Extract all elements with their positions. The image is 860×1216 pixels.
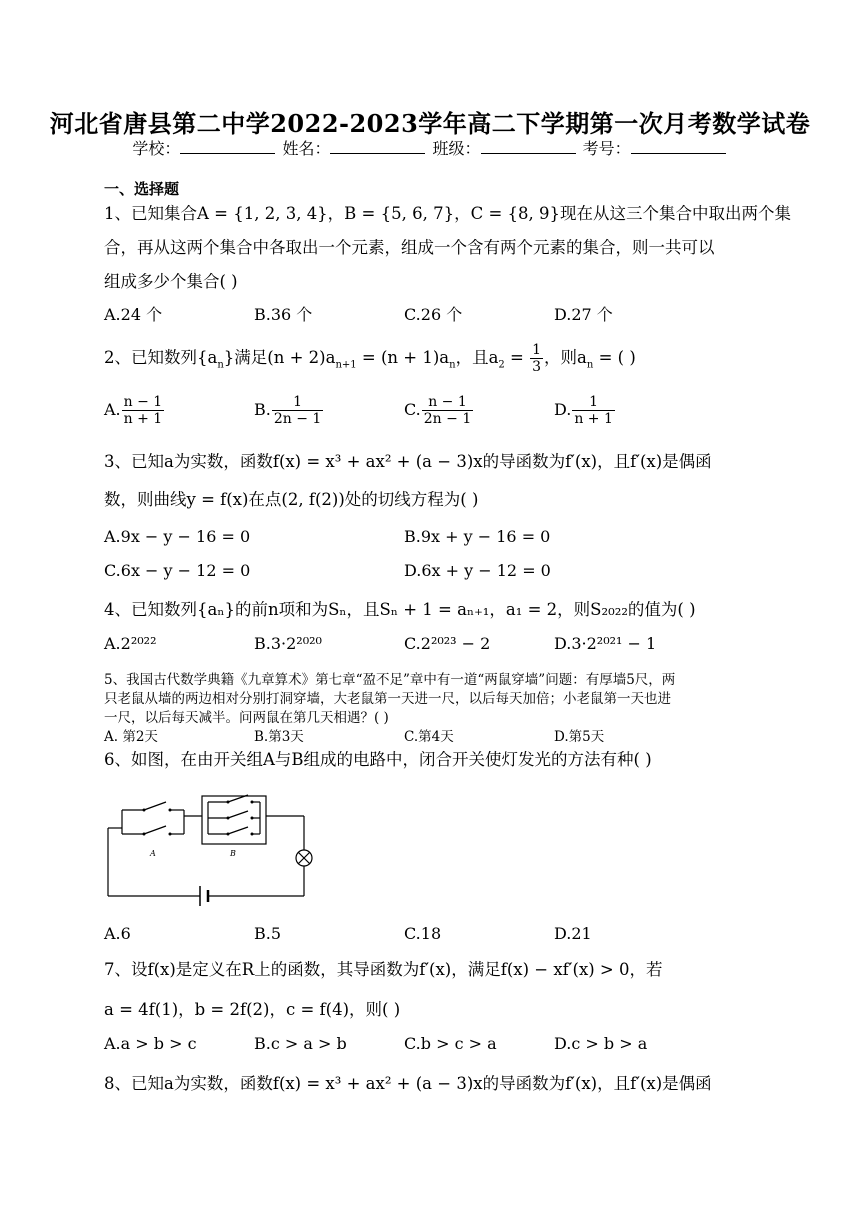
q7-option-a[interactable]: A.a > b > c [104, 1034, 197, 1053]
q1-option-d[interactable]: D.27 个 [554, 305, 613, 324]
q3-line-2: 数，则曲线y = f(x)在点(2, f(2))处的切线方程为( ) [104, 490, 479, 509]
circuit-label-a: A [150, 849, 156, 858]
q4-option-a[interactable]: A.2²⁰²² [104, 634, 157, 653]
q6-line-1: 6、如图，在由开关组A与B组成的电路中，闭合开关使灯发光的方法有种( ) [104, 750, 652, 769]
q5-line-2: 只老鼠从墙的两边相对分别打洞穿墙，大老鼠第一天进一尺，以后每天加倍；小老鼠第一天也进 [104, 691, 671, 707]
circuit-label-b: B [230, 849, 236, 858]
q6-option-d[interactable]: D.21 [554, 924, 592, 943]
circuit-diagram [104, 794, 314, 914]
exam-no-label: 考号： [582, 139, 631, 158]
q5-option-d[interactable]: D.第5天 [554, 729, 605, 745]
q3-option-d[interactable]: D.6x + y − 12 = 0 [404, 561, 551, 580]
q4-option-c[interactable]: C.2²⁰²³ − 2 [404, 634, 491, 653]
q4-option-b[interactable]: B.3·2²⁰²⁰ [254, 634, 322, 653]
q1-line-2: 合，再从这两个集合中各取出一个元素，组成一个含有两个元素的集合，则一共可以 [104, 238, 715, 257]
school-blank[interactable] [180, 139, 275, 154]
q5-option-c[interactable]: C.第4天 [404, 729, 454, 745]
q3-option-a[interactable]: A.9x − y − 16 = 0 [104, 527, 251, 546]
q6-option-a[interactable]: A.6 [104, 924, 131, 943]
q7-line-2: a = 4f(1)，b = 2f(2)，c = f(4)，则( ) [104, 1000, 401, 1019]
q2-line-1: 2、已知数列$\{a_n\}$满足$(n + 2)a_{n+1} = (n + 1)a_n$，且$a_2$ = $\frac{1}{3}$ ，则$a_n$ = ( ) [104, 342, 636, 375]
q1-line-1: 1、已知集合A = {1, 2, 3, 4}，B = {5, 6, 7}，C = {8, 9}现在从这三个集合中取出两个集 [104, 204, 792, 223]
q2-option-d[interactable]: D. $\frac{1}{n + 1}$ [554, 394, 613, 427]
q3-option-c[interactable]: C.6x − y − 12 = 0 [104, 561, 251, 580]
q4-option-d[interactable]: D.3·2²⁰²¹ − 1 [554, 634, 657, 653]
q8-line-1: 8、已知a为实数，函数f(x) = x³ + ax² + (a − 3)x的导函数为f′(x)，且f′(x)是偶函 [104, 1074, 712, 1093]
q4-line-1: 4、已知数列{aₙ}的前n项和为Sₙ，且Sₙ + 1 = aₙ₊₁，a₁ = 2，则S₂₀₂₂的值为( ) [104, 600, 696, 619]
q2-option-b[interactable]: B. $\frac{1}{2n - 1}$ [254, 394, 322, 427]
q7-line-1: 7、设f(x)是定义在R上的函数，其导函数为f′(x)，满足f(x) − xf′(x) > 0，若 [104, 960, 663, 979]
q5-option-b[interactable]: B.第3天 [254, 729, 304, 745]
page-title: 河北省唐县第二中学2022-2023学年高二下学期第一次月考数学试卷 [49, 109, 811, 138]
q7-option-d[interactable]: D.c > b > a [554, 1034, 648, 1053]
q7-option-c[interactable]: C.b > c > a [404, 1034, 497, 1053]
q5-line-3: 一尺，以后每天减半。问两鼠在第几天相遇？( ) [104, 710, 389, 726]
class-blank[interactable] [481, 139, 576, 154]
q6-option-c[interactable]: C.18 [404, 924, 442, 943]
q2-option-c[interactable]: C. $\frac{n - 1}{2n - 1}$ [404, 394, 472, 427]
q1-option-b[interactable]: B.36 个 [254, 305, 313, 324]
name-blank[interactable] [330, 139, 425, 154]
student-info-line [0, 136, 860, 159]
q1-line-3: 组成多少个集合( ) [104, 272, 238, 291]
q2-fraction: $\frac{1}{3}$ [532, 342, 542, 375]
q3-line-1: 3、已知a为实数，函数f(x) = x³ + ax² + (a − 3)x的导函数为f′(x)，且f′(x)是偶函 [104, 452, 712, 471]
name-label: 姓名： [282, 139, 331, 158]
q1-option-c[interactable]: C.26 个 [404, 305, 463, 324]
q3-option-b[interactable]: B.9x + y − 16 = 0 [404, 527, 551, 546]
class-label: 班级： [432, 139, 481, 158]
q1-option-a[interactable]: A.24 个 [104, 305, 163, 324]
exam-no-blank[interactable] [631, 139, 726, 154]
q6-option-b[interactable]: B.5 [254, 924, 282, 943]
section-heading: 一、选择题 [104, 180, 180, 198]
q5-line-1: 5、我国古代数学典籍《九章算术》第七章“盈不足”章中有一道“两鼠穿墙”问题：有厚墙5尺，两 [104, 672, 676, 688]
q5-option-a[interactable]: A. 第2天 [104, 729, 158, 745]
q2-option-a[interactable]: A. $\frac{n - 1}{n + 1}$ [104, 394, 163, 427]
school-label: 学校： [132, 139, 181, 158]
q7-option-b[interactable]: B.c > a > b [254, 1034, 347, 1053]
